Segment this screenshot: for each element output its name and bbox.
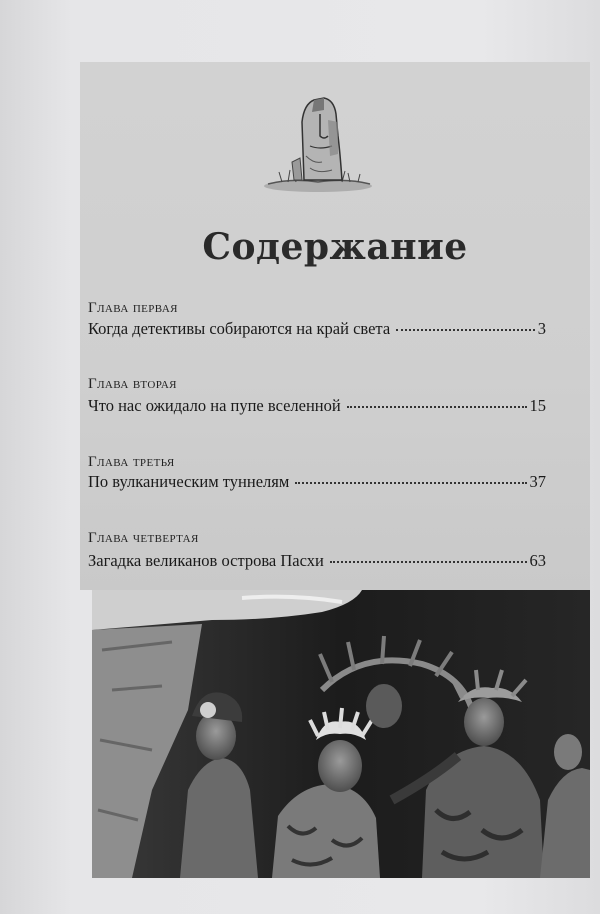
- toc-entry-page: 63: [529, 551, 546, 570]
- toc-entry-2[interactable]: [88, 396, 546, 418]
- leader-dots: [347, 406, 527, 408]
- toc-entry-3[interactable]: [88, 472, 546, 494]
- toc-entry-title: Когда детективы собираются на край света: [88, 319, 391, 338]
- chapter-3-heading: Глава третья: [88, 454, 175, 470]
- page-title: Содержание: [202, 226, 468, 268]
- moai-statue-icon: [262, 92, 374, 198]
- toc-entry-page: 3: [537, 319, 546, 338]
- toc-entry-4[interactable]: [88, 551, 546, 573]
- toc-entry-title: Загадка великанов острова Пасхи: [88, 551, 324, 570]
- chapter-1-heading: Глава первая: [88, 300, 178, 316]
- toc-entry-title: Что нас ожидало на пупе вселенной: [88, 396, 341, 415]
- toc-entry-page: 37: [529, 472, 546, 491]
- festival-dancers-photo: [92, 590, 590, 878]
- toc-entry-page: 15: [529, 396, 546, 415]
- toc-entry-1[interactable]: [88, 319, 546, 341]
- toc-entry-title: По вулканическим туннелям: [88, 472, 290, 491]
- chapter-2-heading: Глава вторая: [88, 376, 177, 392]
- leader-dots: [295, 482, 526, 484]
- chapter-4-heading: Глава четвертая: [88, 530, 199, 546]
- leader-dots: [330, 561, 527, 563]
- leader-dots: [396, 329, 535, 331]
